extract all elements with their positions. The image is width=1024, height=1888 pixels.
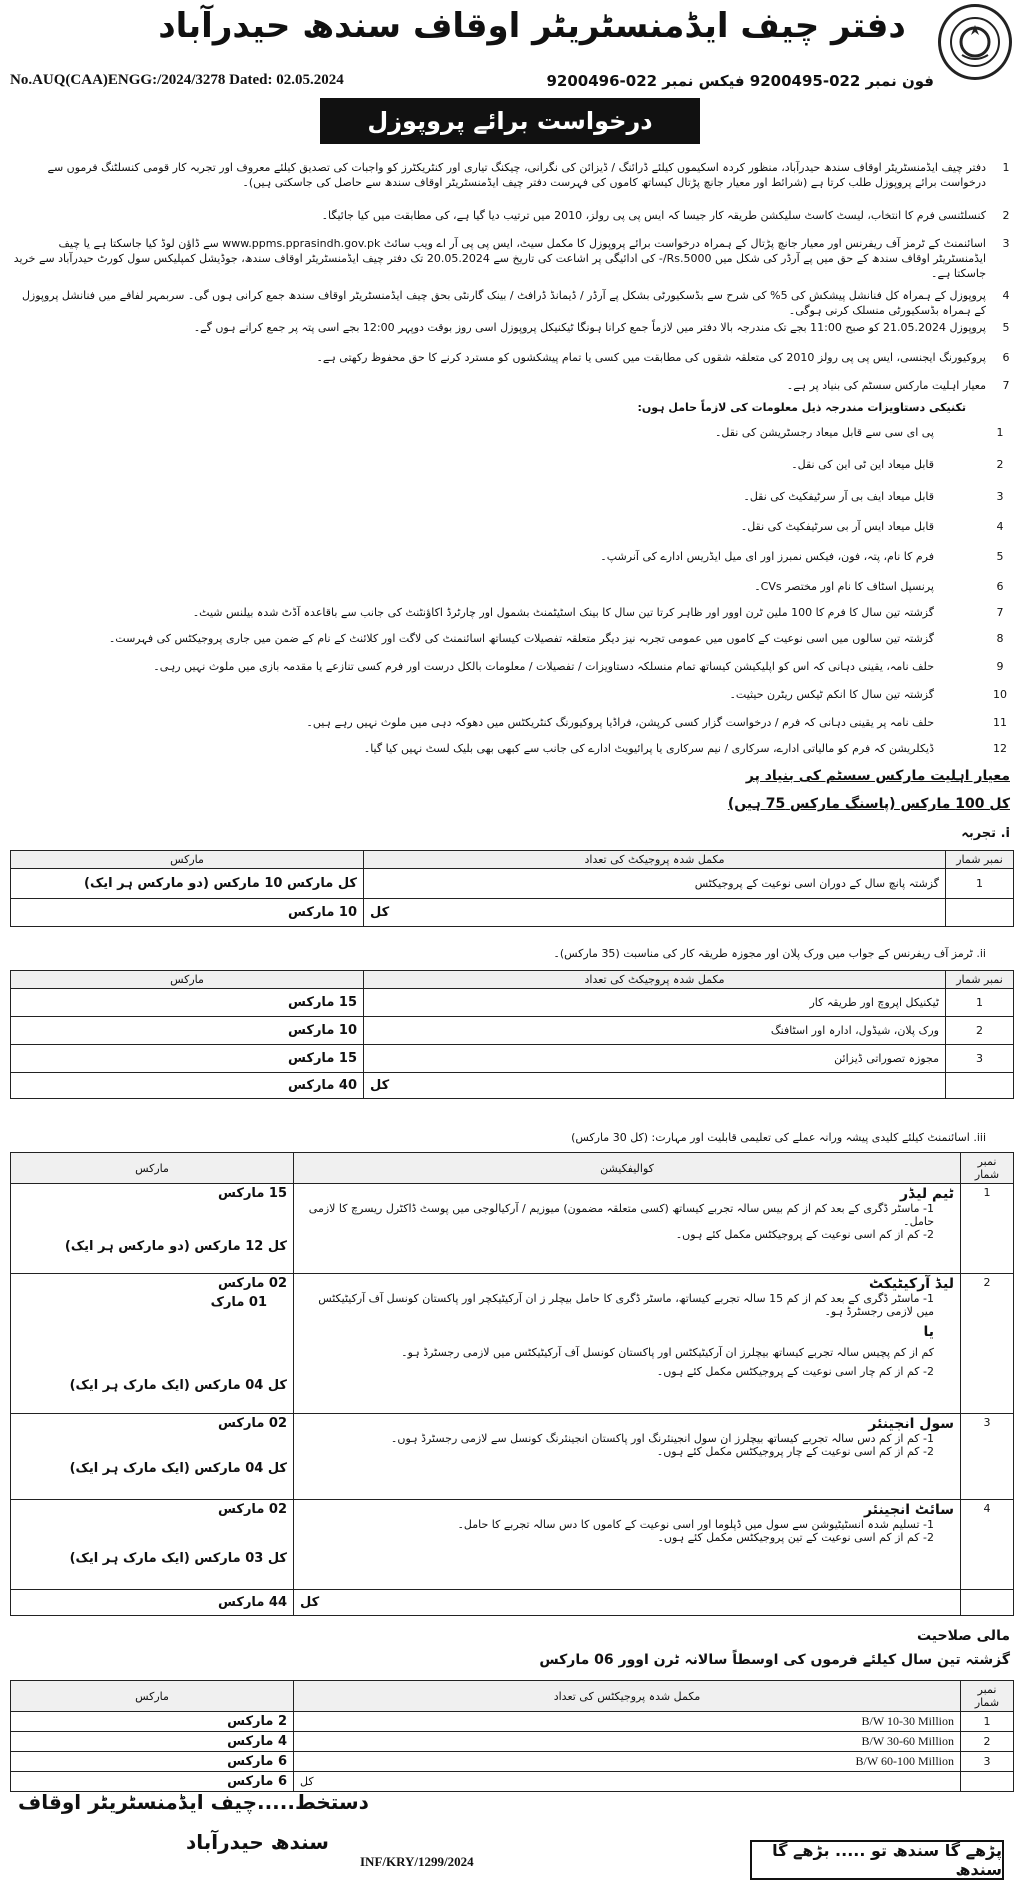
- paragraph-7: 7 معیار اہلیت مارکس سسٹم کی بنیاد پر ہے۔: [786, 379, 1010, 392]
- request-for-proposal-banner: درخواست برائے پروپوزل: [320, 98, 700, 144]
- key-staff-label: iii. اسائنمنٹ کیلئے کلیدی پیشہ ورانہ عملے کی تعلیمی قابلیت اور مہارت: (کل 30 مارکس): [571, 1131, 986, 1144]
- col-marks: مارکس: [11, 851, 364, 869]
- sindh-government-logo-icon: [938, 4, 1012, 80]
- table-total-row: کل 40 مارکس: [11, 1073, 1014, 1099]
- tech-item: 12ڈیکلریشن کہ فرم کو مالیاتی ادارے، سرکاری / نیم سرکاری یا پرائیویٹ ادارے کی جانب سے کبھی بھی بلیک لسٹ نہیں کیا گیا۔: [363, 742, 1007, 755]
- header: [0, 0, 1024, 110]
- table-total-row: کل 10 مارکس: [11, 899, 1014, 927]
- tech-item: 8گزشتہ تین سالوں میں اسی نوعیت کے کاموں میں عمومی تجربہ نیز دیگر متعلقہ تفصیلات کیساتھ اسائنمنٹ کی لاگت اور کلائنٹ کے نام کے ضمن میں جاری پروجیکٹس کی فہرست۔: [108, 632, 1004, 645]
- paragraph-2: 2 کنسلٹنسی فرم کا انتخاب، لیسٹ کاسٹ سلیکشن طریقہ کار جیسا کہ ایس پی پی رولز، 2010 میں ترتیب دیا گیا ہے، کی مطابقت میں کیا جائیگا۔: [321, 209, 1010, 222]
- col-projects: مکمل شدہ پروجیکٹ کی تعداد: [364, 851, 946, 869]
- terms-of-reference-label: ii. ٹرمز آف ریفرنس کے جواب میں ورک پلان اور مجوزہ طریقہ کار کی مناسبت (35 مارکس)۔: [553, 947, 986, 960]
- tech-item: 3قابل میعاد ایف بی آر سرٹیفکیٹ کی نقل۔: [743, 490, 1004, 503]
- paragraph-4: 4 پروپوزل کے ہمراہ کل فنانشل پیشکش کی 5% کی شرح سے بڈسکیورٹی بشکل پے آرڈر / ڈیمانڈ ڈرافٹ / بینک گارنٹی بحق چیف ایڈمنسٹریٹر اوقاف سندھ جمع کرانی ہوں گی۔ سربمہر لفافے میں فنانشل پروپوزل کے ہمراہ بڈسکیورٹی منسلک کرنی ہوگی۔: [21, 289, 1010, 317]
- tech-item: 4قابل میعاد ایس آر بی سرٹیفکیٹ کی نقل۔: [740, 520, 1004, 533]
- inf-number: INF/KRY/1299/2024: [360, 1854, 474, 1869]
- table-row: 3 سول انجینئر 1- کم از کم دس سالہ تجربے کیساتھ بیچلرز ان سول انجینئرنگ اور پاکستان انجینئرنگ کونسل سے لازمی رجسٹرڈ ہوں۔ 2- کم از کم اسی نوعیت کے چار پروجیکٹس مکمل کئے ہوں۔ 02 مارکس کل 04 مارکس (ایک مارک ہر ایک): [11, 1414, 1014, 1500]
- phone-fax: فون نمبر 022-9200495 فیکس نمبر 022-9200496: [546, 72, 934, 90]
- paragraph-5: 5 پروپوزل 21.05.2024 کو صبح 11:00 بجے تک مندرجہ بالا دفتر میں لازماً جمع کرانا ہونگا ٹیکنیکل پروپوزل اسی روز بوقت دوپہر 12:00 بجے اسی پتہ پر جمع کرانے ہوں گے۔: [193, 321, 1010, 334]
- slogan-box: پڑھے گا سندھ تو ..... بڑھے گا سندھ: [750, 1840, 1004, 1880]
- role-title: سائٹ انجینئر: [864, 1502, 954, 1518]
- table-row: 1 ٹیم لیڈر 1- ماسٹر ڈگری کے بعد کم از کم بیس سالہ تجربے کیساتھ (کسی متعلقہ مضمون) میوزیم / آرکیالوجی میں پوسٹ ڈاکٹرل ریسرچ کا لازمی حامل۔ 2- کم از کم اسی نوعیت کے پروجیکٹس مکمل کئے ہوں۔ 15 مارکس کل 12 مارکس (دو مارکس ہر ایک): [11, 1184, 1014, 1274]
- role-title: سول انجینئر: [868, 1416, 954, 1432]
- table-header-row: نمبر شمار مکمل شدہ پروجیکٹ کی تعداد مارکس: [11, 971, 1014, 989]
- table-row: 2 B/W 30-60 Million 4 مارکس: [11, 1732, 1014, 1752]
- experience-label: i. تجربہ: [961, 826, 1010, 841]
- table-header-row: [11, 851, 1014, 869]
- work-plan-table: [10, 970, 1014, 1099]
- qualification-table: [10, 1152, 1014, 1616]
- office-title: دفتر چیف ایڈمنسٹریٹر اوقاف سندھ حیدرآباد: [158, 6, 906, 46]
- tech-item: 6پرنسپل اسٹاف کا نام اور مختصر CVs۔: [754, 580, 1004, 593]
- paragraph-1: 1 دفتر چیف ایڈمنسٹریٹر اوقاف سندھ حیدرآباد، منظور کردہ اسکیموں کیلئے ڈرائنگ / ڈیزائن کی نگرانی، چیکنگ تیاری اور کنٹریکٹرز کو واجبات کی تصدیق کیلئے معروف اور تجربہ کار قومی کنسلٹنگ فرموں سے درخواست برائے پروپوزل طلب کرتا ہے (شرائط اور معیار جانچ پڑتال کیساتھ کاموں کی فہرست دفتر چیف ایڈمنسٹریٹر اوقاف سندھ سے حاصل کی جاسکتی ہیں)۔: [47, 161, 1010, 189]
- table-row: 3 B/W 60-100 Million 6 مارکس: [11, 1752, 1014, 1772]
- role-title: ٹیم لیڈر: [900, 1186, 954, 1202]
- tech-item: 2قابل میعاد این ٹی این کی نقل۔: [791, 458, 1004, 471]
- tech-item: 11حلف نامہ پر یقینی دہانی کہ فرم / درخواست گزار کسی کرپشن، فراڈیا پروکیورنگ کنٹریکٹس میں دھوکہ دہی میں ملوث نہیں رہے ہیں۔: [306, 716, 1007, 729]
- experience-table: [10, 850, 1014, 927]
- tech-item: 7گزشتہ تین سال کا فرم کا 100 ملین ٹرن اوور اور ظاہر کرتا تین سال کا بینک اسٹیٹمنٹ بشمول اور چارٹرڈ اکاؤنٹنٹ کی جانب سے باقاعدہ آڈٹ شدہ بیلنس شیٹ۔: [192, 606, 1004, 619]
- table-row: 4 سائٹ انجینئر 1- تسلیم شدہ انسٹیٹیوشن سے سول میں ڈپلوما اور اسی نوعیت کے کاموں کا دس سالہ تجربے کا حامل۔ 2- کم از کم اسی نوعیت کے تین پروجیکٹس مکمل کئے ہوں۔ 02 مارکس کل 03 مارکس (ایک مارک ہر ایک): [11, 1500, 1014, 1590]
- table-row: 3 مجوزہ تصوراتی ڈیزائن 15 مارکس: [11, 1045, 1014, 1073]
- criteria-total: کل 100 مارکس (پاسنگ مارکس 75 ہیں): [727, 796, 1010, 812]
- table-header-row: نمبر شمار مکمل شدہ پروجیکٹس کی تعداد مارکس: [11, 1681, 1014, 1712]
- signature-block: [18, 1790, 369, 1854]
- tech-item: 9حلف نامہ، یقینی دہانی کہ اس کو اپلیکیشن کیساتھ تمام منسلکہ دستاویزات / تفصیلات / معلومات بالکل درست اور فرم کسی تنازعے یا مقدمہ بازی میں ملوث نہیں رہی۔: [153, 660, 1004, 673]
- signature-place: سندھ حیدرآباد: [186, 1830, 329, 1854]
- finance-table: [10, 1680, 1014, 1792]
- reference-number: No.AUQ(CAA)ENGG:/2024/3278 Dated: 02.05.2024: [10, 72, 344, 88]
- table-row: 1 گزشتہ پانچ سال کے دوران اسی نوعیت کے پروجیکٹس کل مارکس 10 مارکس (دو مارکس ہر ایک): [11, 869, 1014, 899]
- finance-heading: مالی صلاحیت: [916, 1628, 1010, 1644]
- table-header-row: نمبر شمار کوالیفکیشن مارکس: [11, 1153, 1014, 1184]
- table-total-row: کل 6 مارکس: [11, 1772, 1014, 1792]
- table-row: 2 لیڈ آرکیٹیکٹ 1- ماسٹر ڈگری کے بعد کم از کم 15 سالہ تجربے کیساتھ، ماسٹر ڈگری کا حامل بیچلر ز ان آرکیٹیکچر اور پاکستان کونسل آف آرکیٹیکٹس میں لازمی رجسٹرڈ ہو۔ یا کم از کم پچیس سالہ تجربے کیساتھ بیچلرز ان آرکیٹیکٹس اور پاکستان کونسل آف آرکیٹیکٹس میں لازمی رجسٹرڈ ہو۔ 2- کم از کم چار اسی نوعیت کے پروجیکٹس مکمل کئے ہوں۔ 02 مارکس 01 مارک کل 04 مارکس (ایک مارک ہر ایک): [11, 1274, 1014, 1414]
- paragraph-3: 3 اسائنمنٹ کے ٹرمز آف ریفرنس اور معیار جانچ پڑتال کے ہمراہ درخواست برائے پروپوزل کا مکمل سیٹ، ایس پی پی آر اے ویب سائٹ www.ppms.pprasindh.gov.pk سے ڈاؤن لوڈ کیا جاسکتا ہے یا چیف ایڈمنسٹریٹر اوقاف سندھ کے حق میں پے آرڈر کی شکل میں Rs.5000/- کی ادائیگی پر اشاعت کی تاریخ سے 20.05.2024 تک دفتر چیف ایڈمنسٹریٹر اوقاف سندھ، جوڈیشل کمپلیکس سول کورٹ حیدرآباد سے خرید جاسکتا ہے۔: [13, 237, 1010, 280]
- tech-docs-heading: تکنیکی دستاویزات مندرجہ ذیل معلومات کی لازماً حامل ہوں:: [637, 401, 966, 414]
- table-row: 1 ٹیکنیکل اپروچ اور طریقہ کار 15 مارکس: [11, 989, 1014, 1017]
- table-row: 2 ورک پلان، شیڈول، ادارہ اور اسٹافنگ 10 مارکس: [11, 1017, 1014, 1045]
- paragraph-6: 6 پروکیورنگ ایجنسی، ایس پی پی رولز 2010 کی متعلقہ شقوں کی مطابقت میں کسی یا تمام پیشکشوں کو مسترد کرنے کا حق محفوظ رکھتی ہے۔: [316, 351, 1010, 364]
- col-sr: نمبر شمار: [946, 851, 1014, 869]
- role-title: لیڈ آرکیٹیکٹ: [868, 1276, 954, 1292]
- tech-item: 10گزشتہ تین سال کا انکم ٹیکس ریٹرن حیثیت۔: [729, 688, 1007, 701]
- signature-title: دستخط.....چیف ایڈمنسٹریٹر اوقاف: [18, 1790, 369, 1814]
- tech-item: 1پی ای سی سے قابل میعاد رجسٹریشن کی نقل۔: [714, 426, 1004, 439]
- table-total-row: کل 44 مارکس: [11, 1590, 1014, 1616]
- table-row: 1 B/W 10-30 Million 2 مارکس: [11, 1712, 1014, 1732]
- finance-subheading: گزشتہ تین سال کیلئے فرموں کی اوسطاً سالانہ ٹرن اوور 06 مارکس: [539, 1652, 1010, 1668]
- tech-item: 5فرم کا نام، پتہ، فون، فیکس نمبرز اور ای میل ایڈریس ادارے کی آنرشپ۔: [600, 550, 1004, 563]
- criteria-heading: معیار اہلیت مارکس سسٹم کی بنیاد پر: [745, 768, 1010, 784]
